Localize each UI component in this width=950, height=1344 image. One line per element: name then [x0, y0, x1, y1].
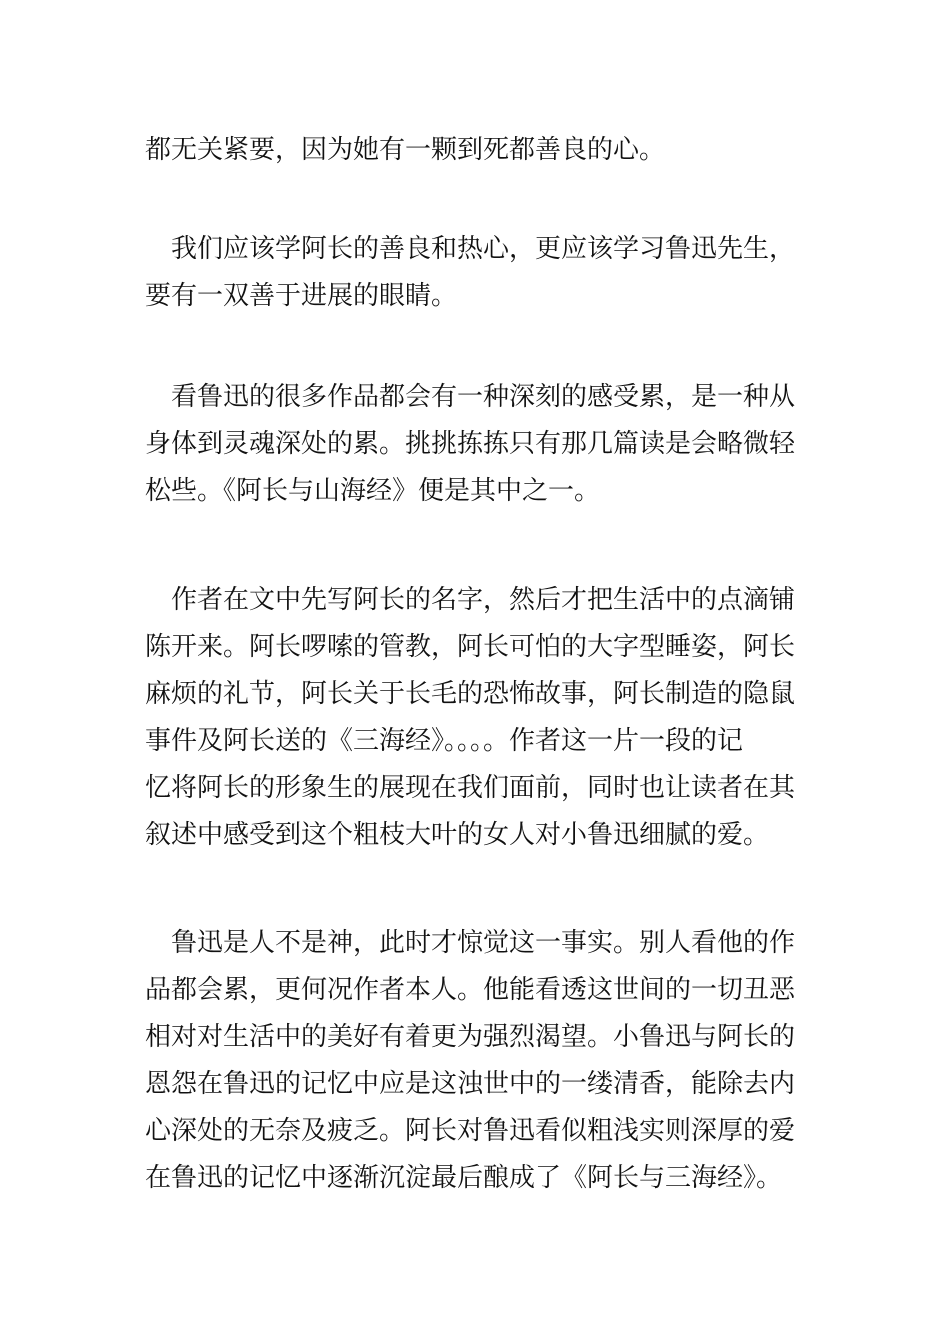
text-line: 恩怨在鲁迅的记忆中应是这浊世中的一缕清香，能除去内 [145, 1069, 796, 1099]
paragraph-1 [145, 127, 810, 174]
text-line: 麻烦的礼节，阿长关于长毛的恐怖故事，阿长制造的隐鼠 [145, 679, 796, 709]
text-line: 都无关紧要，因为她有一颗到死都善良的心。 [145, 135, 666, 165]
paragraph-3 [145, 374, 810, 515]
text-line: 在鲁迅的记忆中逐渐沉淀最后酿成了《阿长与三海经》。 [145, 1163, 783, 1193]
text-line: 我们应该学阿长的善良和热心，更应该学习鲁迅先生， [145, 234, 796, 264]
text-line: 心深处的无奈及疲乏。阿长对鲁迅看似粗浅实则深厚的爱 [145, 1116, 796, 1146]
text-line: 陈开来。阿长啰嗦的管教，阿长可怕的大字型睡姿，阿长 [145, 632, 796, 662]
text-line: 要有一双善于进展的眼睛。 [145, 281, 458, 311]
text-line: 作者在文中先写阿长的名字，然后才把生活中的点滴铺 [145, 585, 796, 615]
text-line: 看鲁迅的很多作品都会有一种深刻的感受累，是一种从 [145, 382, 796, 412]
text-line: 松些。《阿长与山海经》便是其中之一。 [145, 476, 601, 506]
text-line: 忆将阿长的形象生的展现在我们面前，同时也让读者在其 [145, 773, 796, 803]
text-line: 相对对生活中的美好有着更为强烈渴望。小鲁迅与阿长的 [145, 1022, 796, 1052]
text-line: 事件及阿长送的《三海经》。。。。作者这一片一段的记 [145, 726, 744, 756]
text-line: 鲁迅是人不是神，此时才惊觉这一事实。别人看他的作 [145, 928, 796, 958]
paragraph-5 [145, 920, 810, 1202]
paragraph-2 [145, 226, 810, 320]
text-line: 身体到灵魂深处的累。挑挑拣拣只有那几篇读是会略微轻 [145, 429, 796, 459]
text-line: 叙述中感受到这个粗枝大叶的女人对小鲁迅细腻的爱。 [145, 820, 770, 850]
text-line: 品都会累，更何况作者本人。他能看透这世间的一切丑恶 [145, 975, 796, 1005]
paragraph-4 [145, 577, 810, 859]
